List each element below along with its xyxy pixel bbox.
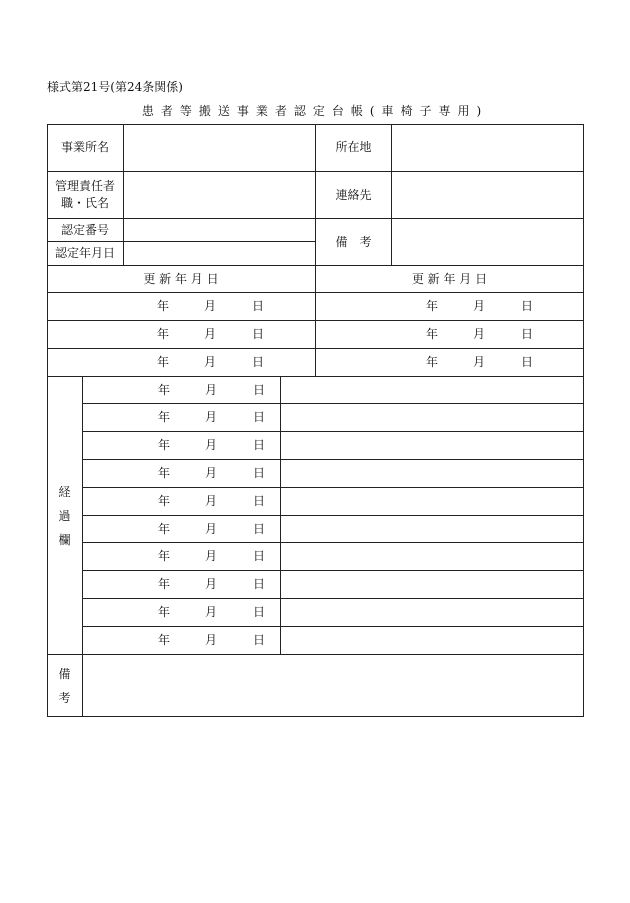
history-date-9[interactable] (83, 599, 280, 626)
notes-label (47, 655, 82, 716)
month-unit: 月 (205, 410, 218, 424)
day-unit: 日 (253, 549, 266, 563)
day-unit: 日 (252, 355, 265, 369)
notes-field[interactable] (83, 655, 583, 716)
remarks-label: 備 考 (335, 234, 372, 249)
day-unit: 日 (253, 410, 266, 424)
year-unit: 年 (158, 494, 171, 508)
contact-field[interactable] (392, 172, 583, 218)
month-unit: 月 (205, 577, 218, 591)
year-unit: 年 (158, 438, 171, 452)
history-label-char-1: 経 (58, 484, 71, 499)
year-unit: 年 (158, 522, 171, 536)
cert-date-label: 認定年月日 (54, 246, 115, 260)
cert-date-field[interactable] (124, 242, 315, 265)
year-unit: 年 (426, 355, 439, 369)
day-unit: 日 (253, 522, 266, 536)
renewal-date-left-3[interactable] (47, 349, 315, 376)
year-unit: 年 (158, 577, 171, 591)
history-note-5[interactable] (281, 488, 583, 515)
year-unit: 年 (157, 327, 170, 341)
manager-field[interactable] (124, 172, 315, 218)
history-date-6[interactable] (83, 516, 280, 542)
manager-label-line2: 職・氏名 (60, 196, 109, 210)
month-unit: 月 (473, 327, 486, 341)
year-unit: 年 (158, 466, 171, 480)
history-date-8[interactable] (83, 571, 280, 598)
office-name-label: 事業所名 (60, 140, 109, 154)
month-unit: 月 (205, 466, 218, 480)
day-unit: 日 (252, 327, 265, 341)
renewal-date-right-1[interactable] (316, 293, 583, 320)
history-date-1[interactable] (83, 377, 280, 403)
history-date-4[interactable] (83, 460, 280, 487)
history-date-5[interactable] (83, 488, 280, 515)
month-unit: 月 (205, 522, 218, 536)
history-note-3[interactable] (281, 432, 583, 459)
day-unit: 日 (253, 383, 266, 397)
month-unit: 月 (205, 633, 218, 647)
day-unit: 日 (253, 577, 266, 591)
month-unit: 月 (204, 327, 217, 341)
form-number: 様式第21号(第24条関係) (47, 80, 183, 94)
history-label-char-2: 過 (58, 508, 71, 523)
day-unit: 日 (253, 633, 266, 647)
notes-label-char-2: 考 (58, 690, 71, 705)
day-unit: 日 (253, 466, 266, 480)
history-note-1[interactable] (281, 377, 583, 403)
address-field[interactable] (392, 124, 583, 171)
registry-table (47, 124, 584, 717)
history-note-9[interactable] (281, 599, 583, 626)
year-unit: 年 (158, 605, 171, 619)
day-unit: 日 (253, 494, 266, 508)
year-unit: 年 (426, 327, 439, 341)
year-unit: 年 (157, 355, 170, 369)
address-label: 所在地 (335, 140, 372, 154)
remarks-field[interactable] (392, 219, 583, 265)
renewal-date-left-2[interactable] (47, 321, 315, 348)
year-unit: 年 (158, 383, 171, 397)
renewal-date-right-3[interactable] (316, 349, 583, 376)
cert-number-field[interactable] (124, 219, 315, 241)
month-unit: 月 (205, 438, 218, 452)
document-title: 患者等搬送事業者認定台帳(車椅子専用) (141, 104, 489, 118)
history-note-2[interactable] (281, 404, 583, 431)
year-unit: 年 (426, 299, 439, 313)
renewal-date-right-2[interactable] (316, 321, 583, 348)
history-note-10[interactable] (281, 627, 583, 654)
month-unit: 月 (205, 383, 218, 397)
manager-label-line1: 管理責任者 (54, 179, 115, 193)
notes-label-char-1: 備 (58, 666, 71, 681)
day-unit: 日 (521, 327, 534, 341)
history-date-3[interactable] (83, 432, 280, 459)
year-unit: 年 (158, 633, 171, 647)
month-unit: 月 (205, 494, 218, 508)
day-unit: 日 (521, 355, 534, 369)
day-unit: 日 (252, 299, 265, 313)
year-unit: 年 (158, 410, 171, 424)
history-note-6[interactable] (281, 516, 583, 542)
history-note-7[interactable] (281, 543, 583, 570)
history-note-4[interactable] (281, 460, 583, 487)
renewal-date-header-right: 更 新 年 月 日 (411, 271, 488, 286)
month-unit: 月 (473, 299, 486, 313)
month-unit: 月 (204, 299, 217, 313)
day-unit: 日 (253, 605, 266, 619)
history-date-7[interactable] (83, 543, 280, 570)
month-unit: 月 (205, 549, 218, 563)
history-date-10[interactable] (83, 627, 280, 654)
year-unit: 年 (158, 549, 171, 563)
day-unit: 日 (253, 438, 266, 452)
month-unit: 月 (473, 355, 486, 369)
renewal-date-header-left: 更 新 年 月 日 (143, 271, 219, 286)
contact-label: 連絡先 (335, 187, 372, 202)
renewal-date-left-1[interactable] (47, 293, 315, 320)
history-label (47, 377, 82, 654)
history-label-char-3: 欄 (58, 532, 71, 547)
month-unit: 月 (205, 605, 218, 619)
day-unit: 日 (521, 299, 534, 313)
history-note-8[interactable] (281, 571, 583, 598)
office-name-field[interactable] (124, 124, 315, 171)
cert-number-label: 認定番号 (60, 222, 109, 237)
manager-label (47, 172, 123, 218)
month-unit: 月 (204, 355, 217, 369)
year-unit: 年 (157, 299, 170, 313)
history-date-2[interactable] (83, 404, 280, 431)
